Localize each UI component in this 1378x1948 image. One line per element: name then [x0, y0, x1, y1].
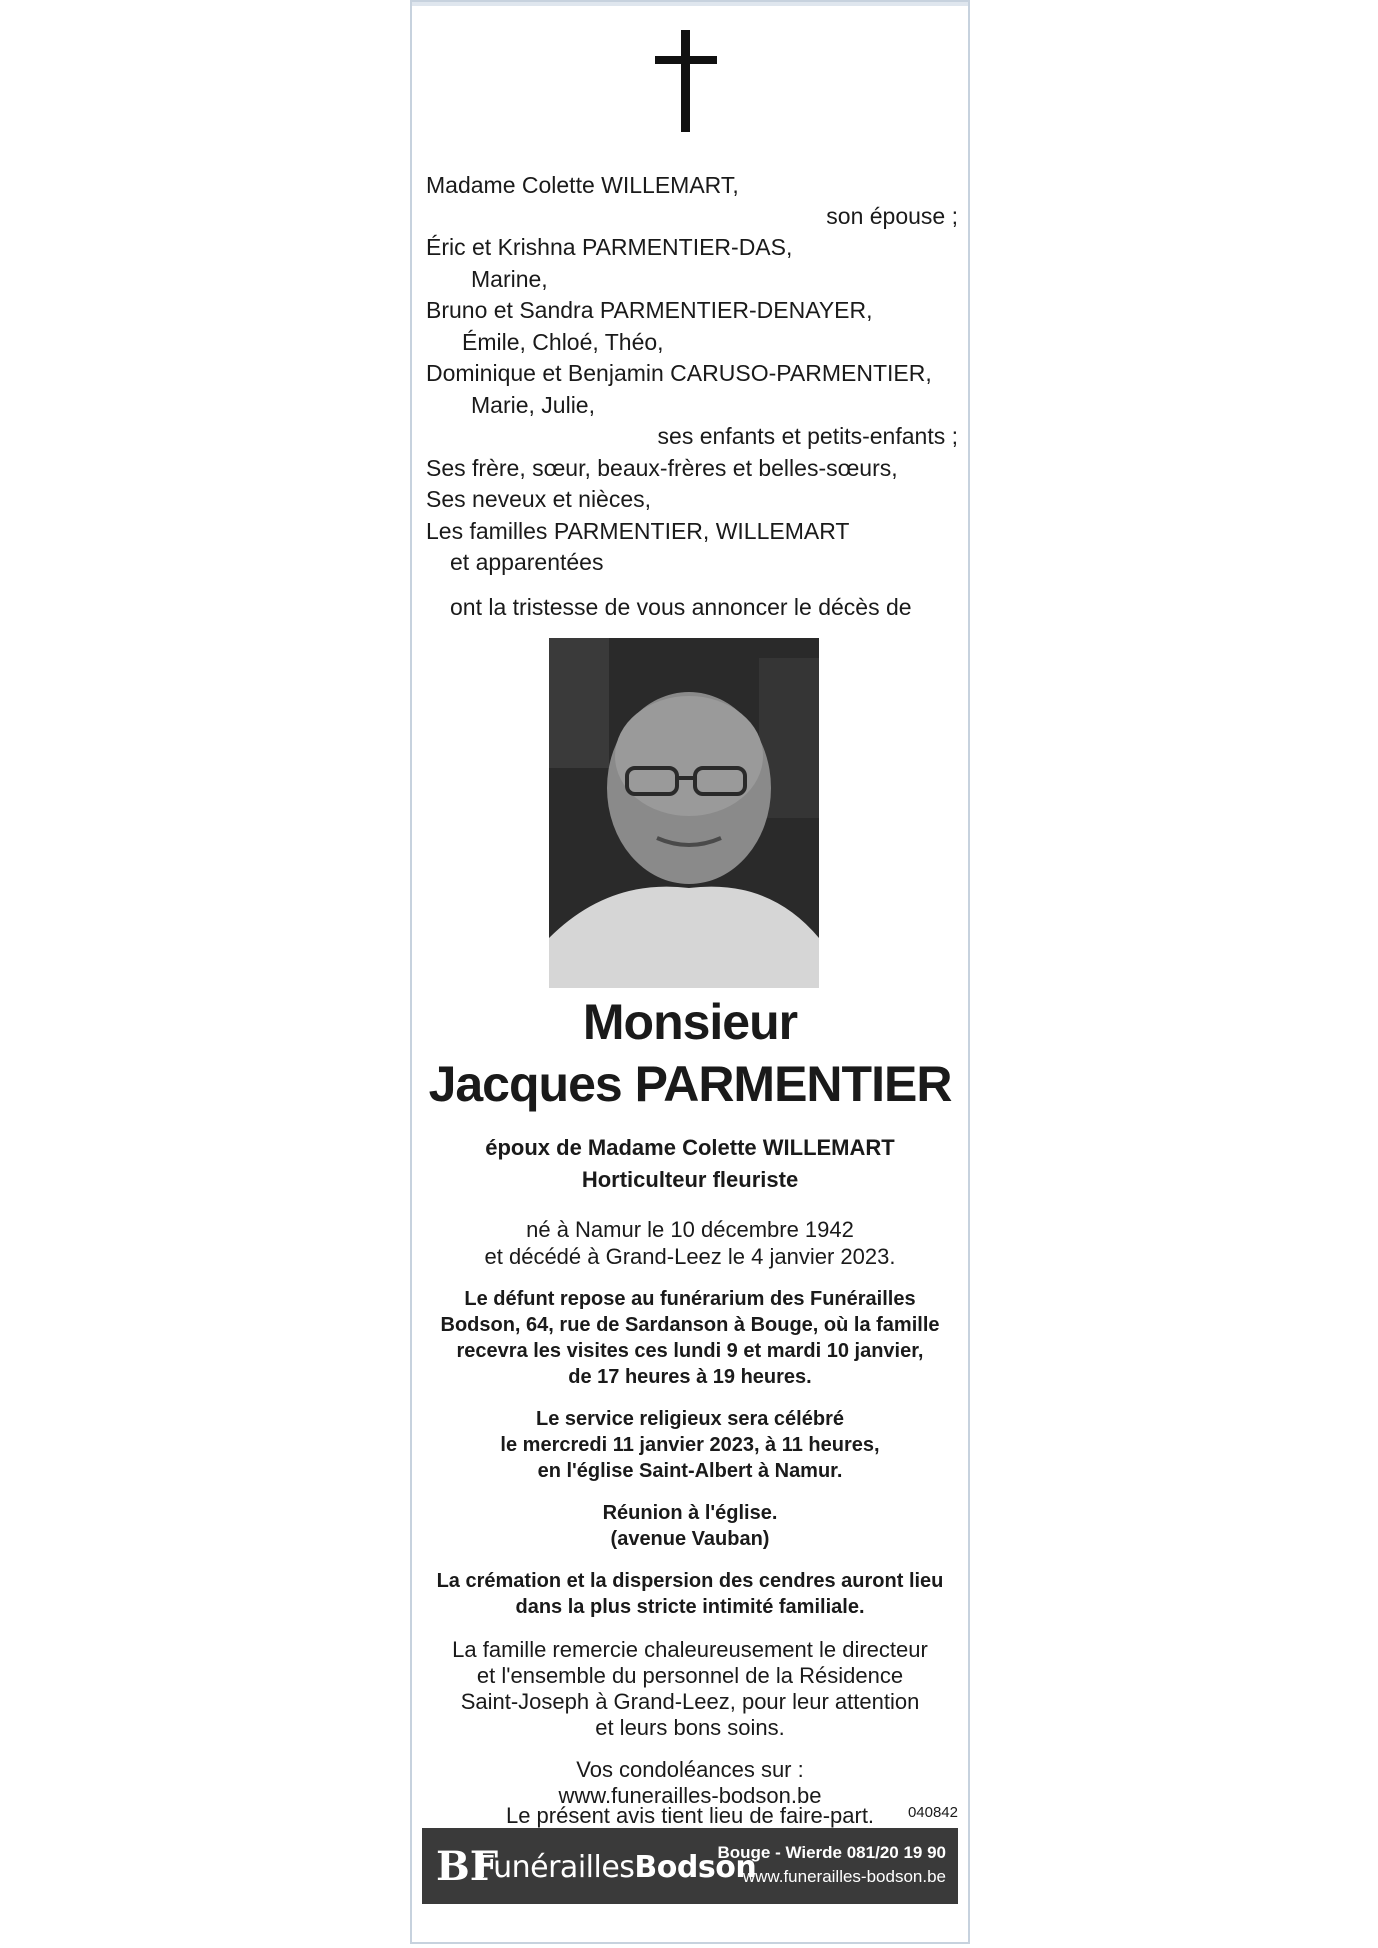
birth-line: né à Namur le 10 décembre 1942	[526, 1217, 854, 1242]
family-line: ses enfants et petits-enfants ;	[657, 423, 958, 449]
bodson-logo-icon: BF	[436, 1843, 499, 1890]
meeting-line: Réunion à l'église.	[602, 1502, 778, 1524]
thanks-line: Saint-Joseph à Grand-Leez, pour leur attention	[460, 1689, 920, 1714]
family-line: Marie, Julie,	[471, 392, 595, 418]
meeting-line: (avenue Vauban)	[610, 1528, 770, 1550]
announcement: ont la tristesse de vous annoncer le décès de	[450, 594, 912, 620]
condolences-url[interactable]: www.funerailles-bodson.be	[558, 1783, 822, 1808]
family-line: et apparentées	[450, 549, 604, 575]
deceased-name: Jacques PARMENTIER	[428, 1056, 952, 1112]
portrait-photo	[549, 638, 819, 988]
funeral-home-banner	[422, 1828, 958, 1904]
family-line: Bruno et Sandra PARMENTIER-DENAYER,	[426, 297, 873, 323]
deceased-title: Monsieur	[582, 994, 798, 1050]
notice-text: Le présent avis tient lieu de faire-part.	[505, 1803, 875, 1828]
family-line: Marine,	[471, 266, 548, 292]
condolences-line: Vos condoléances sur :	[576, 1757, 804, 1782]
service-line: le mercredi 11 janvier 2023, à 11 heures,	[500, 1434, 880, 1456]
thanks-line: et leurs bons soins.	[595, 1715, 785, 1740]
death-line: et décédé à Grand-Leez le 4 janvier 2023.	[484, 1244, 896, 1269]
visit-line: Bodson, 64, rue de Sardanson à Bouge, où la famille	[440, 1314, 940, 1336]
obituary-card	[410, 0, 970, 1944]
family-line: Émile, Chloé, Théo,	[462, 329, 664, 355]
family-line: Dominique et Benjamin CARUSO-PARMENTIER,	[426, 360, 932, 386]
top-border	[412, 2, 968, 6]
brand-part-a: Funérailles	[478, 1850, 635, 1885]
cremation-line: dans la plus stricte intimité familiale.	[515, 1596, 865, 1618]
family-line: son épouse ;	[826, 203, 958, 229]
service-line: en l'église Saint-Albert à Namur.	[537, 1460, 843, 1482]
phone-line: Bouge - Wierde 081/20 19 90	[717, 1843, 946, 1862]
brand-name	[478, 1848, 756, 1888]
visit-line: de 17 heures à 19 heures.	[568, 1366, 812, 1388]
cross-icon	[655, 30, 717, 132]
visit-line: Le défunt repose au funérarium des Funérailles	[464, 1288, 916, 1310]
visit-line: recevra les visites ces lundi 9 et mardi 10 janvier,	[456, 1340, 924, 1362]
notice-line	[410, 1802, 970, 1829]
spouse-line: époux de Madame Colette WILLEMART	[485, 1135, 895, 1160]
brand-part-b: Bodson	[634, 1850, 757, 1885]
family-line: Madame Colette WILLEMART,	[426, 172, 739, 198]
thanks-line: et l'ensemble du personnel de la Résidence	[476, 1663, 904, 1688]
family-line: Éric et Krishna PARMENTIER-DAS,	[426, 234, 793, 260]
family-line: Les familles PARMENTIER, WILLEMART	[426, 518, 850, 544]
website-link[interactable]: www.funerailles-bodson.be	[742, 1867, 946, 1886]
service-line: Le service religieux sera célébré	[536, 1408, 844, 1430]
reference-number: 040842	[907, 1804, 958, 1821]
thanks-line: La famille remercie chaleureusement le directeur	[452, 1637, 928, 1662]
cremation-line: La crémation et la dispersion des cendres auront lieu	[436, 1570, 944, 1592]
family-line: Ses neveux et nièces,	[426, 486, 652, 512]
profession-line: Horticulteur fleuriste	[581, 1167, 799, 1192]
family-line: Ses frère, sœur, beaux-frères et belles-sœurs,	[426, 455, 898, 481]
